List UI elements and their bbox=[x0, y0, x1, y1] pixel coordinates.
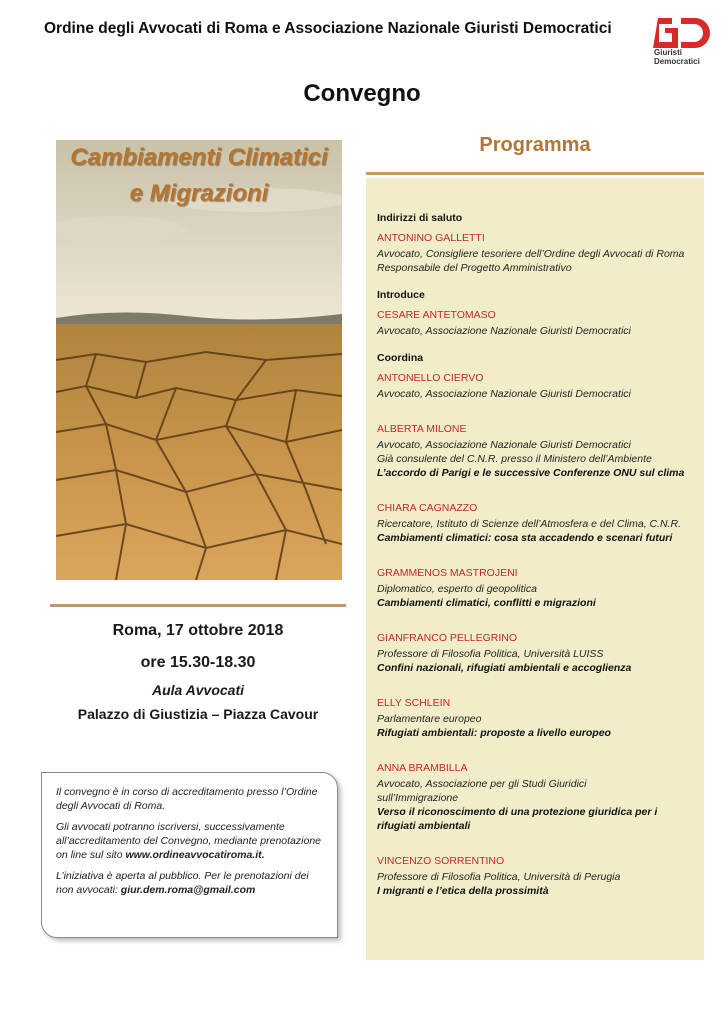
speaker-role: Parlamentare europeo bbox=[377, 713, 482, 725]
speaker-role: Già consulente del C.N.R. presso il Ministero dell’Ambiente bbox=[377, 453, 652, 465]
logo-caption-line2: Democratici bbox=[654, 57, 700, 66]
speaker-item bbox=[377, 423, 696, 480]
speaker-name: ANTONELLO CIERVO bbox=[377, 372, 484, 384]
speaker-role: Professore di Filosofia Politica, Università di Perugia bbox=[377, 871, 621, 883]
speaker-role: Avvocato, Associazione Nazionale Giuristi Democratici bbox=[377, 439, 631, 451]
organizers-title: Ordine degli Avvocati di Roma e Associazione Nazionale Giuristi Democratici bbox=[44, 20, 612, 37]
divider-right bbox=[366, 172, 704, 175]
note-accreditation: Il convegno è in corso di accreditamento presso l’Ordine degli Avvocati di Roma. bbox=[56, 786, 318, 812]
logo-caption-line1: Giuristi bbox=[654, 48, 683, 57]
speaker-talk-title: I migranti e l’etica della prossimità bbox=[377, 885, 549, 897]
note-registration-text: Gli avvocati potranno iscriversi, successivamente all’accreditamento del Convegno, mediante prenotazione on line sul sito bbox=[56, 821, 322, 861]
speaker-item bbox=[377, 232, 696, 275]
speaker-talk-title: Verso il riconoscimento di una protezione giuridica per i bbox=[377, 806, 658, 818]
event-room: Aula Avvocati bbox=[151, 682, 245, 698]
speaker-name: ANTONINO GALLETTI bbox=[377, 232, 485, 244]
speaker-talk-title: Cambiamenti climatici, conflitti e migrazioni bbox=[377, 597, 596, 609]
cover-image bbox=[56, 140, 342, 580]
speaker-item bbox=[377, 567, 696, 610]
speaker-name: CESARE ANTETOMASO bbox=[377, 309, 496, 321]
note-email-link[interactable]: giur.dem.roma@gmail.com bbox=[120, 884, 256, 896]
program-heading: Programma bbox=[479, 134, 591, 156]
event-type-title: Convegno bbox=[303, 80, 421, 107]
event-title bbox=[56, 140, 342, 212]
speaker-talk-title: Confini nazionali, rifugiati ambientali e accoglienza bbox=[377, 662, 632, 674]
speaker-item bbox=[377, 697, 696, 740]
speaker-name: GIANFRANCO PELLEGRINO bbox=[377, 632, 518, 644]
speaker-talk-title: rifugiati ambientali bbox=[377, 820, 471, 832]
speaker-role: Professore di Filosofia Politica, Università LUISS bbox=[377, 648, 604, 660]
speaker-role: Avvocato, Associazione Nazionale Giuristi Democratici bbox=[377, 388, 631, 400]
note-site-link[interactable]: www.ordineavvocatiroma.it. bbox=[125, 849, 265, 861]
logo-caption bbox=[654, 48, 700, 66]
speaker-item bbox=[377, 502, 696, 545]
divider-left bbox=[50, 604, 346, 607]
speaker-name: VINCENZO SORRENTINO bbox=[377, 855, 505, 867]
speaker-name: ELLY SCHLEIN bbox=[377, 697, 451, 709]
speaker-role: Avvocato, Associazione Nazionale Giuristi Democratici bbox=[377, 325, 631, 337]
section-coordinates: Coordina bbox=[377, 352, 424, 364]
speaker-item bbox=[377, 309, 696, 338]
registration-note bbox=[41, 772, 338, 938]
speaker-role: Ricercatore, Istituto di Scienze dell’Atmosfera e del Clima, C.N.R. bbox=[377, 518, 682, 530]
speaker-name: ANNA BRAMBILLA bbox=[377, 762, 468, 774]
note-public bbox=[56, 869, 327, 897]
note-public-text: L’iniziativa è aperta al pubblico. Per le prenotazioni dei non avvocati: bbox=[56, 870, 309, 896]
event-date: Roma, 17 ottobre 2018 bbox=[112, 622, 284, 639]
speaker-name: CHIARA CAGNAZZO bbox=[377, 502, 478, 514]
speaker-role: Responsabile del Progetto Amministrativo bbox=[377, 262, 572, 274]
speaker-name: ALBERTA MILONE bbox=[377, 423, 467, 435]
event-title-line1: Cambiamenti Climatici bbox=[70, 144, 328, 171]
speaker-role: Diplomatico, esperto di geopolitica bbox=[377, 583, 537, 595]
speaker-item bbox=[377, 372, 696, 401]
speaker-role: Avvocato, Consigliere tesoriere dell’Ordine degli Avvocati di Roma bbox=[377, 248, 685, 260]
speaker-role: Avvocato, Associazione per gli Studi Giuridici bbox=[377, 778, 587, 790]
section-greetings: Indirizzi di saluto bbox=[377, 212, 463, 224]
event-venue: Palazzo di Giustizia – Piazza Cavour bbox=[77, 706, 319, 722]
note-registration bbox=[56, 820, 327, 862]
speaker-item bbox=[377, 855, 696, 898]
event-time: ore 15.30-18.30 bbox=[140, 654, 256, 671]
section-introduces: Introduce bbox=[377, 289, 425, 301]
giuristi-democratici-logo bbox=[652, 14, 714, 76]
speaker-item bbox=[377, 632, 696, 675]
speaker-item bbox=[377, 762, 696, 833]
speaker-name: GRAMMENOS MASTROJENI bbox=[377, 567, 518, 579]
program-panel bbox=[366, 178, 704, 960]
speaker-talk-title: Cambiamenti climatici: cosa sta accadendo e scenari futuri bbox=[377, 532, 673, 544]
speaker-role: sull’Immigrazione bbox=[377, 792, 459, 804]
event-title-line2: e Migrazioni bbox=[129, 180, 269, 207]
speaker-talk-title: Rifugiati ambientali: proposte a livello europeo bbox=[377, 727, 611, 739]
event-info bbox=[50, 622, 346, 722]
speaker-talk-title: L’accordo di Parigi e le successive Conferenze ONU sul clima bbox=[377, 467, 685, 479]
